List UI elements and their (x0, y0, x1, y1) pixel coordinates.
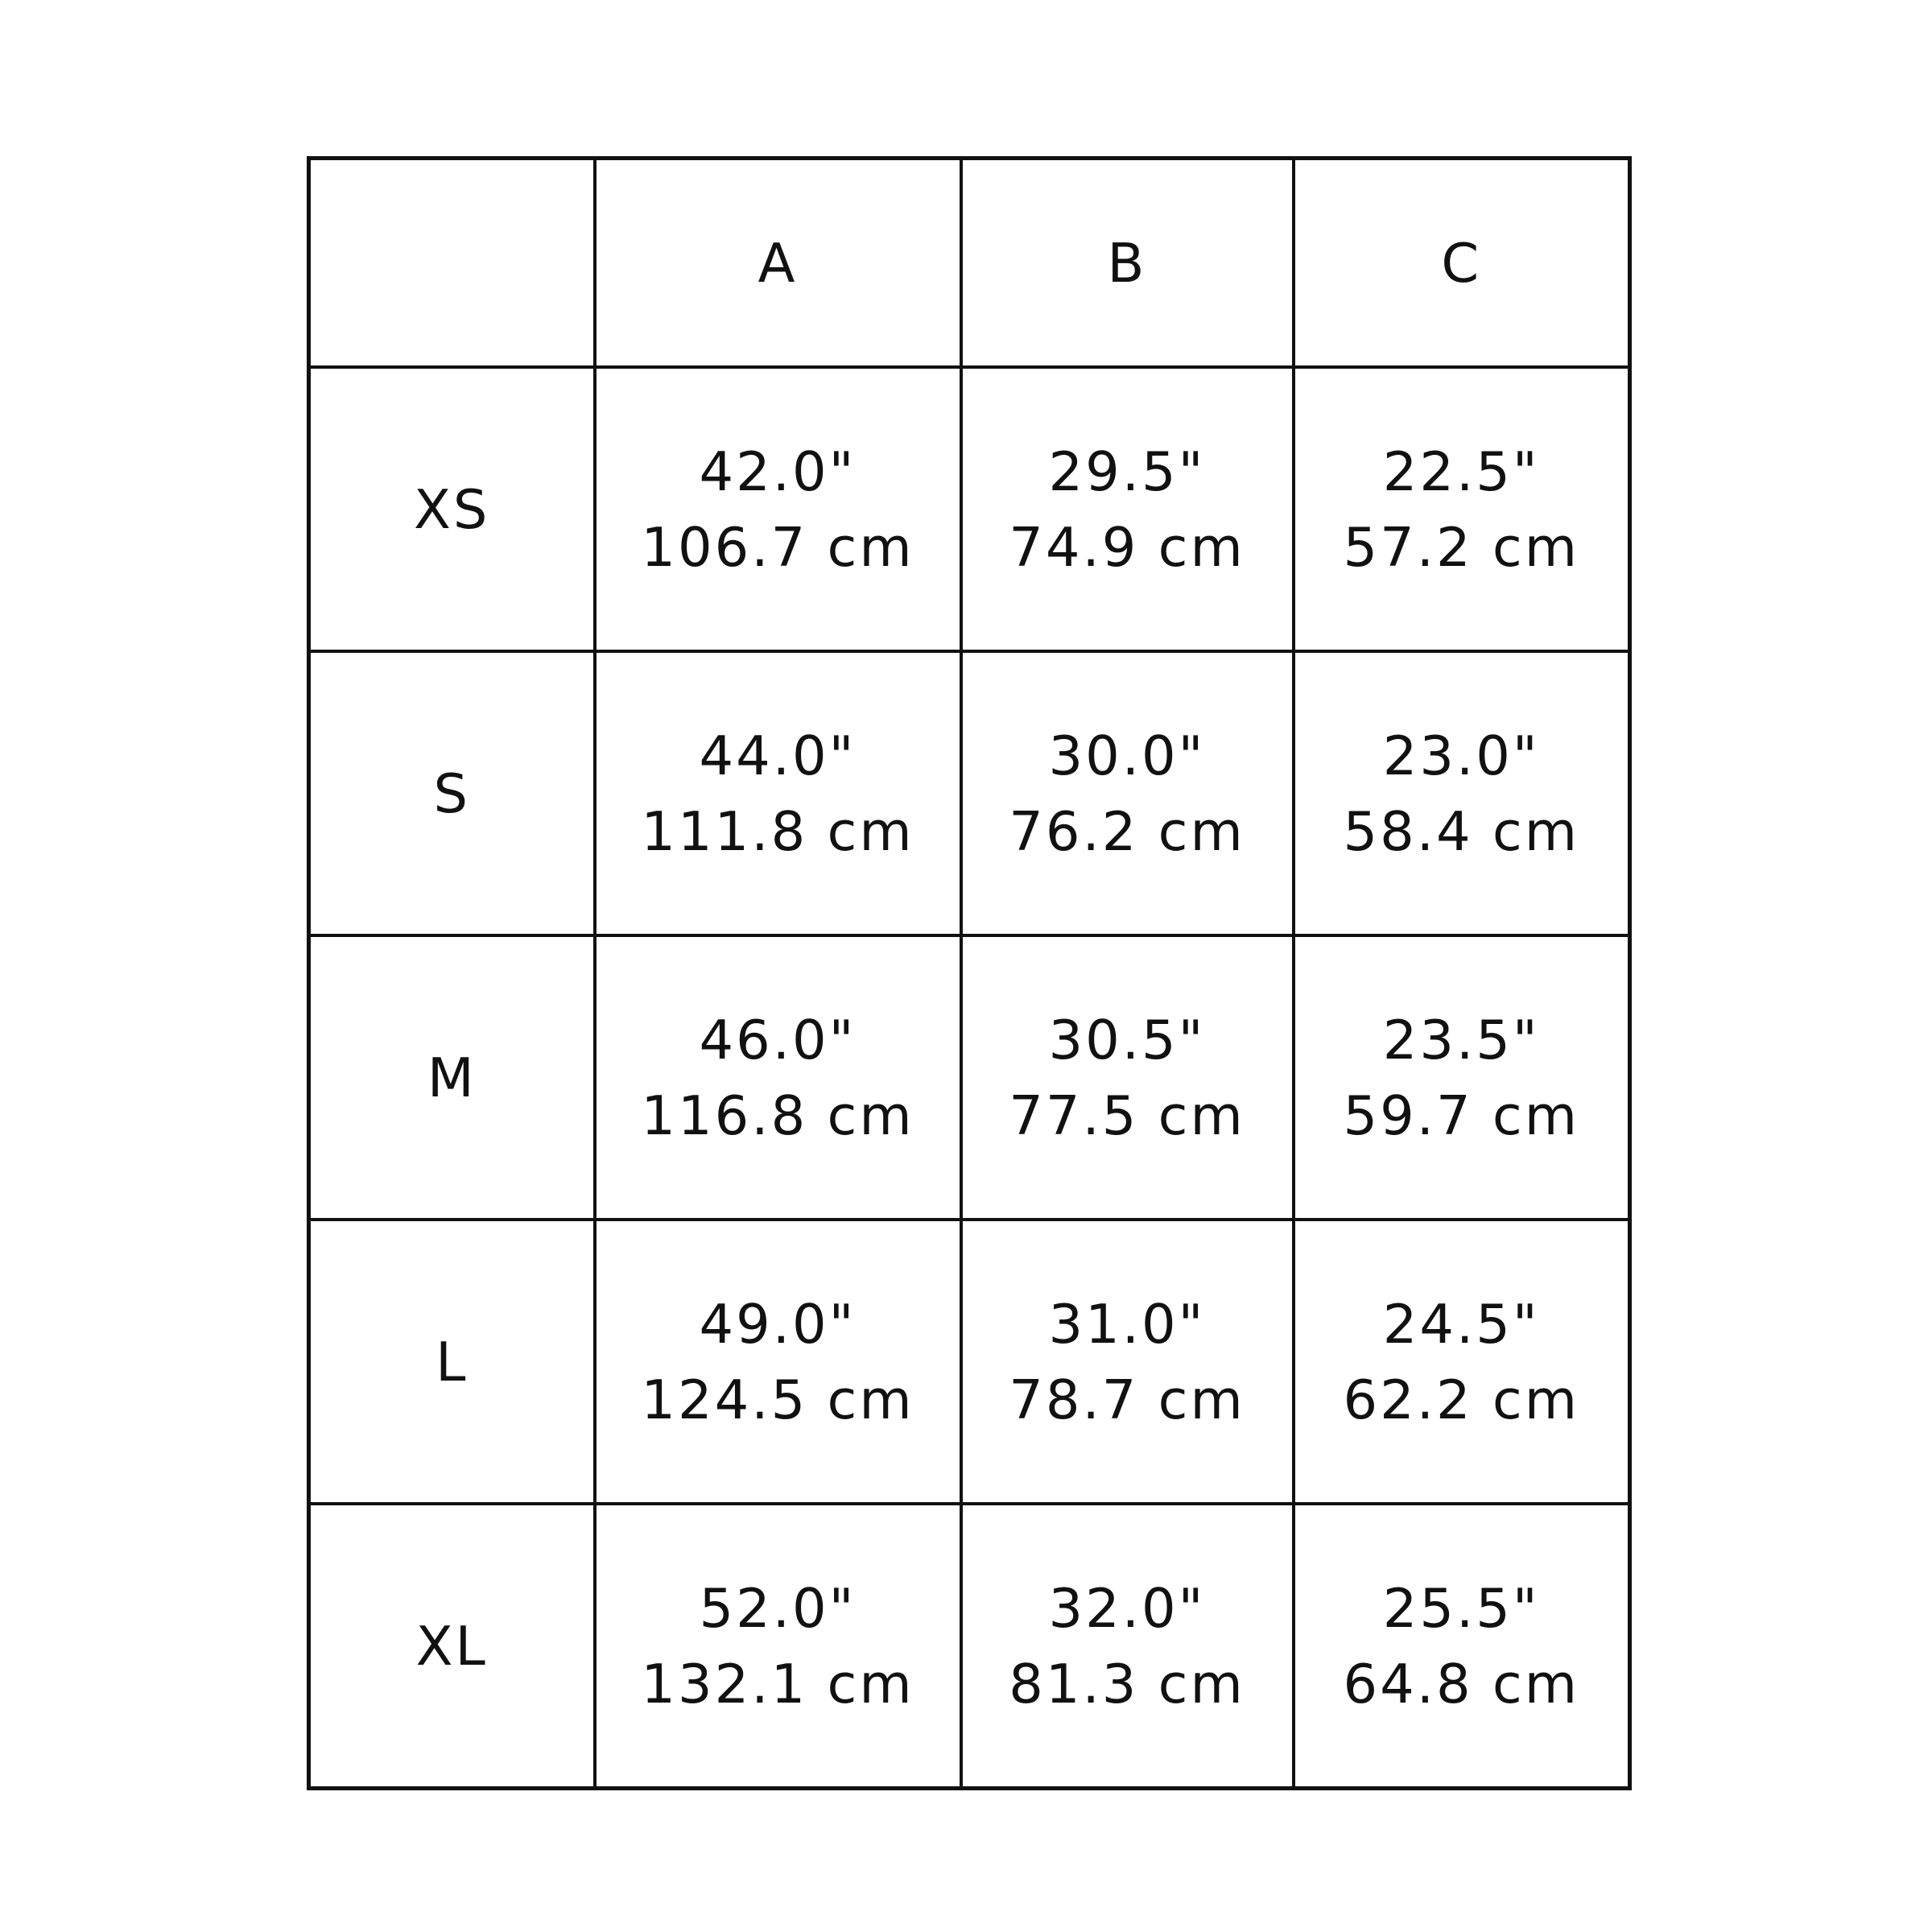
size-label: S (309, 651, 595, 935)
size-label: XS (309, 367, 595, 651)
measurement-cm: 64.8 cm (1343, 1652, 1580, 1715)
measurement-cell (595, 367, 961, 651)
measurement-inches: 44.0" (699, 724, 857, 787)
size-label: L (309, 1220, 595, 1504)
measurement-cell (595, 1220, 961, 1504)
measurement-inches: 30.5" (1048, 1008, 1206, 1071)
measurement-inches: 23.0" (1382, 724, 1540, 787)
measurement-cm: 116.8 cm (641, 1084, 914, 1147)
measurement-cm: 74.9 cm (1009, 515, 1245, 579)
measurement-inches: 24.5" (1382, 1292, 1540, 1356)
measurement-cm: 124.5 cm (641, 1368, 914, 1431)
header-cell-b: B (961, 159, 1294, 368)
measurement-inches: 25.5" (1382, 1576, 1540, 1640)
measurement-inches: 46.0" (699, 1008, 857, 1071)
measurement-cell (961, 1504, 1294, 1789)
measurement-inches: 31.0" (1048, 1292, 1206, 1356)
measurement-inches: 22.5" (1382, 440, 1540, 503)
header-cell-a: A (595, 159, 961, 368)
measurement-cell (961, 367, 1294, 651)
measurement-inches: 29.5" (1048, 440, 1206, 503)
measurement-cm: 59.7 cm (1343, 1084, 1580, 1147)
measurement-inches: 52.0" (699, 1576, 857, 1640)
measurement-cm: 111.8 cm (641, 799, 914, 863)
measurement-cm: 58.4 cm (1343, 799, 1580, 863)
table-row (309, 1504, 1630, 1789)
table-row (309, 935, 1630, 1220)
size-label: M (309, 935, 595, 1220)
measurement-cell (1294, 1220, 1630, 1504)
header-cell-c: C (1294, 159, 1630, 368)
measurement-cm: 106.7 cm (641, 515, 914, 579)
measurement-cm: 77.5 cm (1009, 1084, 1245, 1147)
measurement-inches: 49.0" (699, 1292, 857, 1356)
measurement-inches: 23.5" (1382, 1008, 1540, 1071)
table-row (309, 367, 1630, 651)
measurement-cell (961, 1220, 1294, 1504)
header-corner-cell (309, 159, 595, 368)
measurement-cm: 81.3 cm (1009, 1652, 1245, 1715)
measurement-cell (595, 651, 961, 935)
measurement-cell (1294, 935, 1630, 1220)
measurement-cell (1294, 1504, 1630, 1789)
measurement-cm: 62.2 cm (1343, 1368, 1580, 1431)
measurement-cell (961, 935, 1294, 1220)
size-label: XL (309, 1504, 595, 1789)
measurement-cm: 78.7 cm (1009, 1368, 1245, 1431)
measurement-cm: 76.2 cm (1009, 799, 1245, 863)
measurement-inches: 32.0" (1048, 1576, 1206, 1640)
measurement-cell (961, 651, 1294, 935)
table-row (309, 1220, 1630, 1504)
measurement-cm: 132.1 cm (641, 1652, 914, 1715)
measurement-inches: 30.0" (1048, 724, 1206, 787)
measurement-inches: 42.0" (699, 440, 857, 503)
measurement-cell (595, 935, 961, 1220)
measurement-cell (595, 1504, 961, 1789)
table-row (309, 651, 1630, 935)
header-row (309, 159, 1630, 368)
size-chart-table (307, 156, 1632, 1790)
measurement-cm: 57.2 cm (1343, 515, 1580, 579)
measurement-cell (1294, 367, 1630, 651)
measurement-cell (1294, 651, 1630, 935)
